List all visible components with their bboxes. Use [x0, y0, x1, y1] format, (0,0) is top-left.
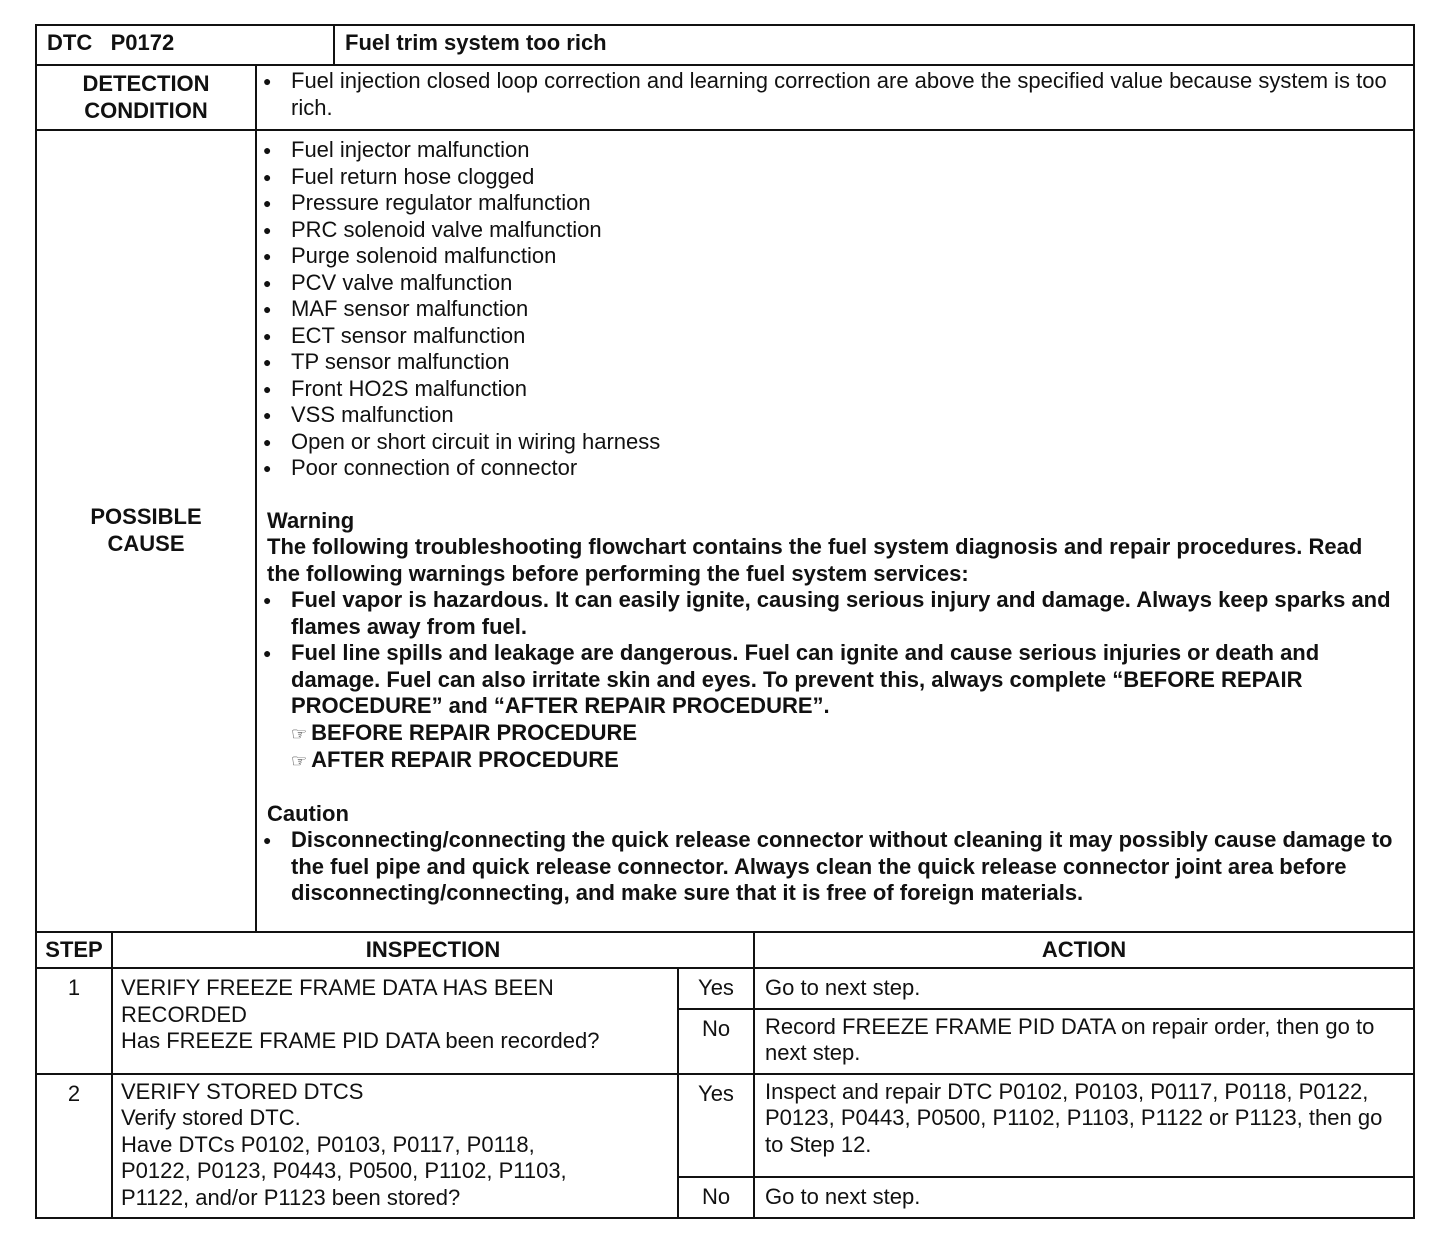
- inspection-title: VERIFY STORED DTCS: [121, 1078, 364, 1104]
- dtc-code-cell: [36, 25, 334, 65]
- action-column-header: ACTION: [754, 932, 1414, 969]
- yes-label: Yes: [678, 1074, 754, 1178]
- detection-label: [36, 65, 256, 130]
- dtc-code: P0172: [110, 30, 175, 55]
- caution-list: [259, 827, 1399, 907]
- cause-item: ● PCV valve malfunction: [259, 270, 1399, 297]
- step-row: [36, 968, 1414, 1009]
- pointing-hand-icon: ☞: [291, 723, 308, 744]
- yes-label: Yes: [678, 968, 754, 1009]
- no-action: Go to next step.: [754, 1177, 1414, 1218]
- caution-item: ● Disconnecting/connecting the quick release connector without cleaning it may possibly cause damage to the fuel pipe and quick release connector. Always clean the quick release connector joint area before disconnecting/connecting, and make sure that it is free of foreign materials.: [259, 827, 1399, 907]
- step-number: 2: [36, 1074, 112, 1218]
- inspection-cell: [112, 968, 678, 1074]
- step-row: [36, 1074, 1414, 1178]
- cause-item: ● Front HO2S malfunction: [259, 376, 1399, 403]
- detection-row: [36, 65, 1414, 130]
- reference-after-label: AFTER REPAIR PROCEDURE: [311, 747, 619, 772]
- detection-label-line2: CONDITION: [84, 97, 208, 123]
- cause-item: ● Fuel injector malfunction: [259, 137, 1399, 164]
- cause-item: ● ECT sensor malfunction: [259, 323, 1399, 350]
- cause-list: [259, 137, 1399, 482]
- dtc-header-row: [36, 25, 1414, 65]
- cause-item: ● Open or short circuit in wiring harness: [259, 429, 1399, 456]
- warning-title: Warning: [267, 507, 355, 533]
- dtc-label: DTC: [47, 30, 93, 55]
- warning-item: ● Fuel line spills and leakage are dangerous. Fuel can ignite and cause serious injuries or death and damage. Fuel can also irritate skin and eyes. To prevent this, always complete “BEFORE REPAIR PROCEDURE” and “AFTER REPAIR PROCEDURE”.: [259, 640, 1399, 720]
- no-action: Record FREEZE FRAME PID DATA on repair order, then go to next step.: [754, 1009, 1414, 1074]
- cause-item: ● Pressure regulator malfunction: [259, 190, 1399, 217]
- reference-before-label: BEFORE REPAIR PROCEDURE: [311, 719, 638, 745]
- cause-item: ● VSS malfunction: [259, 402, 1399, 429]
- cause-item: ● PRC solenoid valve malfunction: [259, 217, 1399, 244]
- inspection-line: Has FREEZE FRAME PID DATA been recorded?: [121, 1028, 600, 1053]
- yes-action: Inspect and repair DTC P0102, P0103, P0117, P0118, P0122, P0123, P0443, P0500, P1102, P1103, P1122 or P1123, then go to Step 12.: [754, 1074, 1414, 1178]
- steps-header-row: [36, 932, 1414, 969]
- cause-item: ● MAF sensor malfunction: [259, 296, 1399, 323]
- step-column-header: STEP: [36, 932, 112, 969]
- detection-content: [256, 65, 1414, 130]
- cause-item: ● Fuel return hose clogged: [259, 164, 1399, 191]
- possible-cause-row: [36, 130, 1414, 932]
- cause-item: ● Purge solenoid malfunction: [259, 243, 1399, 270]
- inspection-column-header: INSPECTION: [112, 932, 754, 969]
- detection-label-line1: DETECTION: [82, 71, 210, 96]
- no-label: No: [678, 1177, 754, 1218]
- inspection-line: Have DTCs P0102, P0103, P0117, P0118, P0122, P0123, P0443, P0500, P1102, P1103, P1122, and/or P1123 been stored?: [121, 1131, 567, 1210]
- steps-table: [35, 931, 1415, 1219]
- inspection-title: VERIFY FREEZE FRAME DATA HAS BEEN RECORDED: [121, 975, 554, 1027]
- possible-cause-label-line1: POSSIBLE: [90, 504, 202, 530]
- yes-action: Go to next step.: [754, 968, 1414, 1009]
- reference-link-after[interactable]: [259, 747, 1399, 775]
- caution-title: Caution: [267, 800, 349, 826]
- possible-cause-content: [256, 130, 1414, 932]
- dtc-document: [35, 24, 1415, 1219]
- reference-link-before[interactable]: [259, 720, 1399, 748]
- dtc-title: Fuel trim system too rich: [334, 25, 1414, 65]
- detection-item: ● Fuel injection closed loop correction and learning correction are above the specified value because system is too rich.: [259, 68, 1399, 121]
- warning-item: ● Fuel vapor is hazardous. It can easily ignite, causing serious injury and damage. Always keep sparks and flames away from fuel.: [259, 587, 1399, 640]
- cause-item: ● TP sensor malfunction: [259, 349, 1399, 376]
- possible-cause-label-line2: CAUSE: [107, 530, 185, 556]
- warning-list: [259, 587, 1399, 720]
- pointing-hand-icon: ☞: [291, 751, 308, 771]
- inspection-cell: [112, 1074, 678, 1218]
- possible-cause-label: [36, 130, 256, 932]
- warning-intro: The following troubleshooting flowchart contains the fuel system diagnosis and repair procedures. Read the following warnings before performing the fuel system services:: [267, 534, 1363, 586]
- no-label: No: [678, 1009, 754, 1074]
- inspection-line: Verify stored DTC.: [121, 1105, 301, 1130]
- dtc-info-table: [35, 24, 1415, 933]
- step-number: 1: [36, 968, 112, 1074]
- cause-item: ● Poor connection of connector: [259, 455, 1399, 482]
